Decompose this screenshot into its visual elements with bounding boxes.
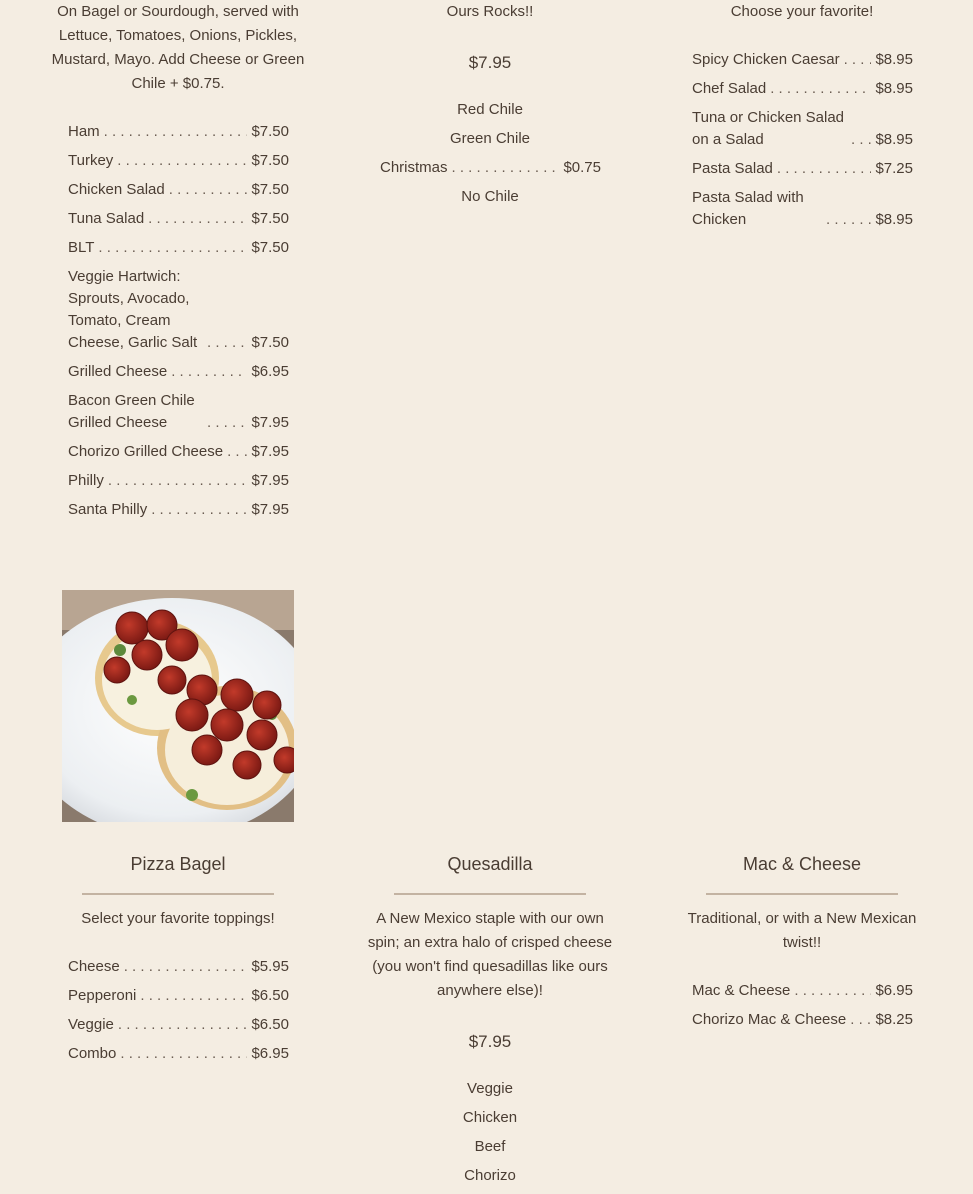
- item-name: Tuna or Chicken Salad on a Salad: [692, 109, 845, 148]
- item-price: $5.95: [251, 958, 289, 975]
- item-name: BLT: [68, 239, 95, 256]
- item-name: Turkey: [68, 152, 114, 169]
- item-name: Chorizo Grilled Cheese: [68, 443, 224, 460]
- menu-item: [692, 107, 913, 151]
- mac-cheese-description: Traditional, or with a New Mexican twist!!: [687, 910, 917, 951]
- quesadilla-description: A New Mexico staple with our own spin; an extra halo of crisped cheese (you won't find quesadillas like ours anywhere else)!: [367, 910, 613, 999]
- menu-item: [68, 499, 289, 521]
- item-name: Philly: [68, 472, 104, 489]
- item-price: $6.95: [251, 1045, 289, 1062]
- menu-item: [692, 49, 913, 71]
- item-name: Bacon Green Chile Grilled Cheese: [68, 392, 195, 431]
- item-price: $8.25: [875, 1011, 913, 1028]
- item-name: Ham: [68, 123, 100, 140]
- quesadilla-options: [360, 1078, 620, 1194]
- item-name: Pasta Salad with Chicken: [692, 189, 804, 228]
- pizza-menu: [68, 956, 289, 1072]
- item-price: $7.50: [251, 239, 289, 256]
- item-name: Tuna Salad: [68, 210, 145, 227]
- item-name: Mac & Cheese: [692, 982, 791, 999]
- pizza-bagel-photo: [62, 590, 294, 822]
- menu-item: [692, 158, 913, 180]
- item-name: Santa Philly: [68, 501, 148, 518]
- menu-item: [68, 1043, 289, 1065]
- menu-item: [692, 187, 913, 231]
- item-price: $7.50: [251, 334, 289, 351]
- menu-item: [68, 441, 289, 463]
- item-price: $6.50: [251, 1016, 289, 1033]
- item-price: $7.50: [251, 181, 289, 198]
- quesadilla-option: Beef: [474, 1138, 506, 1155]
- item-name: Spicy Chicken Caesar: [692, 51, 840, 68]
- item-name: Grilled Cheese: [68, 363, 168, 380]
- mac-cheese-divider: [706, 893, 898, 895]
- pizza-description: Select your favorite toppings!: [81, 910, 275, 927]
- item-name: Christmas: [380, 159, 448, 176]
- menu-item: [68, 150, 289, 172]
- quesadilla-option: Chorizo: [464, 1167, 516, 1184]
- item-price: $7.95: [251, 443, 289, 460]
- item-price: $8.95: [875, 131, 913, 148]
- item-price: $0.75: [563, 159, 601, 176]
- item-name: Chef Salad: [692, 80, 767, 97]
- menu-item: [68, 208, 289, 230]
- chile-intro: Ours Rocks!!: [446, 3, 534, 20]
- menu-item: [68, 266, 289, 354]
- menu-item: [68, 179, 289, 201]
- pizza-bagel-title: Pizza Bagel: [130, 854, 226, 874]
- item-name: Veggie: [68, 1016, 114, 1033]
- menu-item: [68, 361, 289, 383]
- item-price: $8.95: [875, 211, 913, 228]
- item-price: $7.95: [251, 414, 289, 431]
- item-name: Veggie Hartwich: Sprouts, Avocado, Tomato, Cream Cheese, Garlic Salt: [68, 268, 198, 351]
- item-name: Combo: [68, 1045, 117, 1062]
- item-name: Chicken Salad: [68, 181, 165, 198]
- item-price: $7.50: [251, 152, 289, 169]
- menu-item: [68, 121, 289, 143]
- mac-cheese-menu: [692, 980, 913, 1038]
- sandwich-menu: [68, 121, 289, 528]
- menu-item: [68, 1014, 289, 1036]
- chile-option: Green Chile: [449, 130, 531, 147]
- item-price: $8.95: [875, 80, 913, 97]
- menu-item: [692, 980, 913, 1002]
- menu-item: [68, 956, 289, 978]
- menu-item: [68, 985, 289, 1007]
- chile-option: [380, 157, 601, 179]
- item-price: $7.50: [251, 210, 289, 227]
- quesadilla-option: Veggie: [467, 1080, 513, 1097]
- menu-item: [68, 470, 289, 492]
- chile-options: [360, 99, 620, 215]
- chile-option: Red Chile: [457, 101, 523, 118]
- item-price: $7.25: [875, 160, 913, 177]
- item-price: $7.95: [251, 501, 289, 518]
- sandwich-intro: On Bagel or Sourdough, served with Lettuce, Tomatoes, Onions, Pickles, Mustard, Mayo. Add Cheese or Green Chile + $0.75.: [51, 3, 305, 92]
- salad-intro: Choose your favorite!: [730, 3, 874, 20]
- item-price: $6.95: [251, 363, 289, 380]
- item-name: Chorizo Mac & Cheese: [692, 1011, 847, 1028]
- item-name: Cheese: [68, 958, 120, 975]
- menu-item: [68, 390, 289, 434]
- quesadilla-divider: [394, 893, 586, 895]
- item-name: Pepperoni: [68, 987, 137, 1004]
- item-price: $6.50: [251, 987, 289, 1004]
- chile-price: $7.95: [468, 53, 512, 72]
- chile-option: No Chile: [461, 188, 519, 205]
- pizza-divider: [82, 893, 274, 895]
- menu-item: [692, 1009, 913, 1031]
- quesadilla-title: Quesadilla: [447, 854, 533, 874]
- item-price: $7.50: [251, 123, 289, 140]
- item-price: $6.95: [875, 982, 913, 999]
- menu-item: [68, 237, 289, 259]
- mac-cheese-title: Mac & Cheese: [742, 854, 862, 874]
- quesadilla-price: $7.95: [468, 1032, 512, 1051]
- salad-menu: [692, 49, 913, 238]
- item-name: Pasta Salad: [692, 160, 773, 177]
- quesadilla-option: Chicken: [462, 1109, 518, 1126]
- item-price: $7.95: [251, 472, 289, 489]
- item-price: $8.95: [875, 51, 913, 68]
- menu-item: [692, 78, 913, 100]
